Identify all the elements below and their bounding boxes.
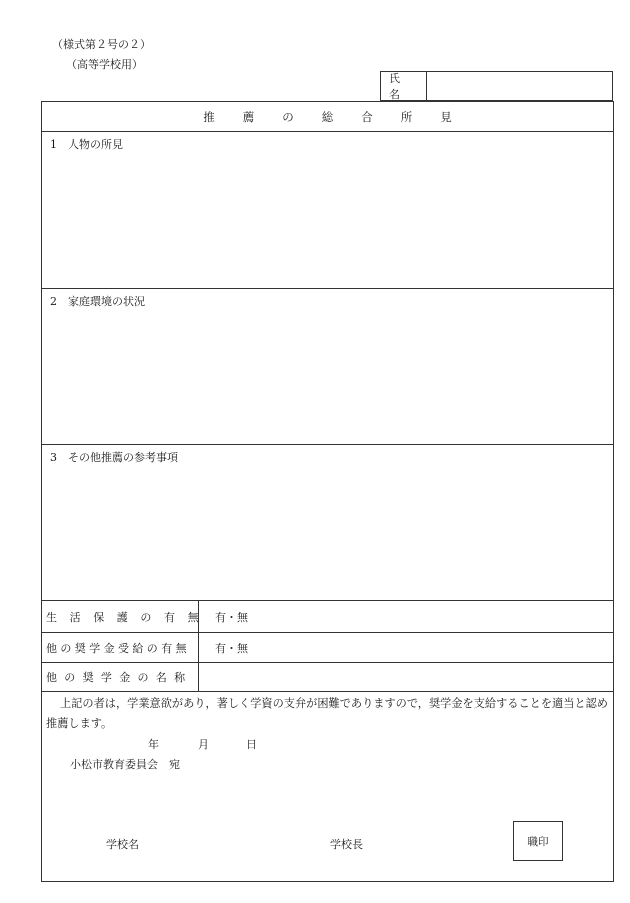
welfare-value[interactable]: 有・無 bbox=[215, 610, 248, 624]
section-number: 2 bbox=[50, 295, 57, 308]
section-label: その他推薦の参考事項 bbox=[68, 451, 178, 464]
principal-label: 学校長 bbox=[330, 838, 363, 851]
section-character[interactable] bbox=[42, 132, 613, 289]
welfare-label: 生活保護の有無 bbox=[42, 601, 199, 632]
form-title: 推薦の総合所見 bbox=[42, 102, 613, 132]
official-seal-box: 職印 bbox=[513, 821, 563, 861]
other-scholarship-label: 他の奨学金受給の有無 bbox=[42, 633, 199, 662]
school-name-label: 学校名 bbox=[106, 838, 139, 851]
name-input[interactable] bbox=[427, 72, 612, 100]
welfare-row bbox=[42, 601, 613, 633]
section-label: 家庭環境の状況 bbox=[68, 295, 145, 308]
school-type-label: （高等学校用） bbox=[66, 58, 143, 71]
form-code: （様式第２号の２） bbox=[52, 38, 151, 51]
other-scholarship-row bbox=[42, 633, 613, 663]
date-line bbox=[42, 736, 613, 754]
recipient: 小松市教育委員会 宛 bbox=[70, 758, 180, 771]
section-family[interactable] bbox=[42, 289, 613, 445]
other-scholarship-value[interactable]: 有・無 bbox=[215, 641, 248, 655]
year-label: 年 bbox=[148, 738, 159, 751]
name-field bbox=[380, 71, 613, 101]
month-label: 月 bbox=[198, 738, 209, 751]
recommendation-form bbox=[41, 101, 614, 882]
scholarship-name-value[interactable] bbox=[199, 663, 613, 691]
scholarship-name-row bbox=[42, 663, 613, 692]
scholarship-name-label: 他の奨学金の名称 bbox=[42, 663, 199, 691]
section-other[interactable] bbox=[42, 445, 613, 601]
section-number: 3 bbox=[50, 451, 57, 464]
name-label: 氏名 bbox=[381, 72, 427, 100]
section-number: 1 bbox=[50, 138, 57, 151]
section-label: 人物の所見 bbox=[68, 138, 123, 151]
day-label: 日 bbox=[246, 738, 257, 751]
recommendation-statement: 上記の者は，学業意欲があり，著しく学資の支弁が困難でありますので，奨学金を支給することを適当と認め推薦します。 bbox=[46, 697, 608, 730]
